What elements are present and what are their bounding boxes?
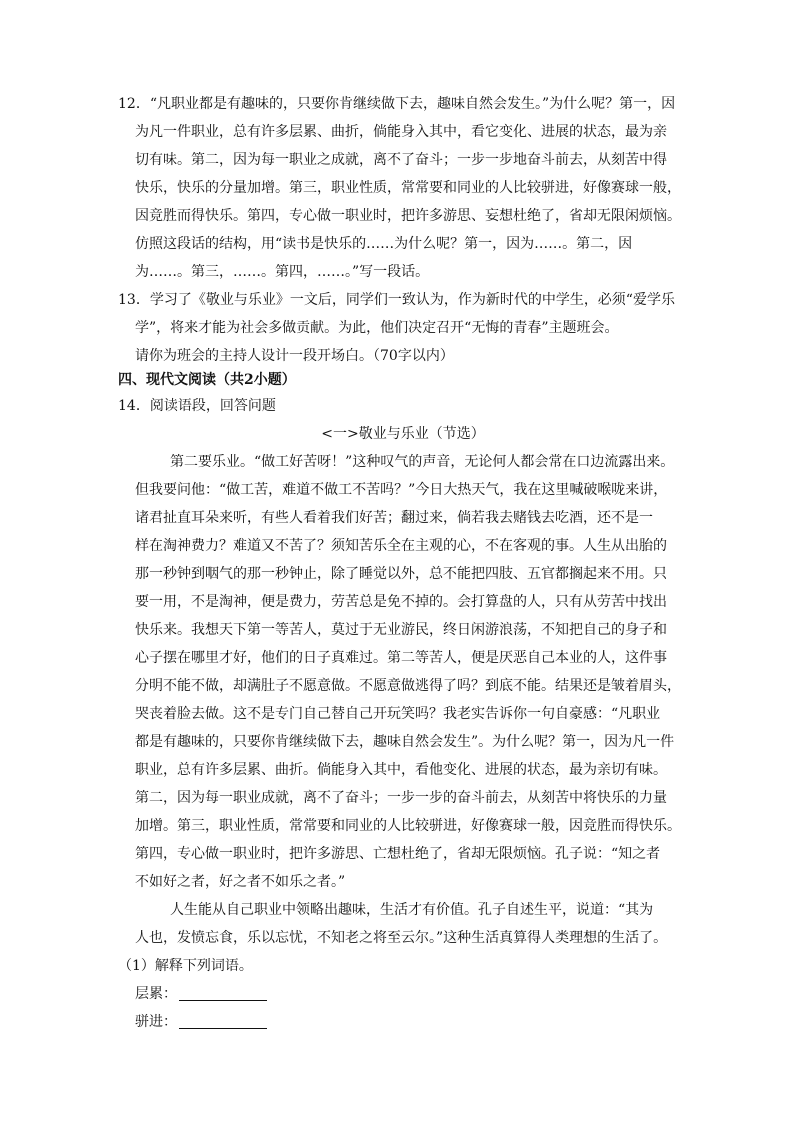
passage-line: 第四，专心做一职业时，把许多游思、亡想杜绝了，省却无限烦恼。孔子说：“知之者 xyxy=(135,846,661,862)
term-row xyxy=(118,980,688,1008)
passage-line: 但我要问他：“做工苦，难道不做工不苦吗？”今日大热天气，我在这里喊破喉咙来讲， xyxy=(135,482,668,498)
q12-line: 切有味。第二，因为每一职业之成就，离不了奋斗；一步一步地奋斗前去，从刻苦中得 xyxy=(135,152,667,168)
passage-line: 都是有趣味的，只要你肯继续做下去，趣味自然会发生”。为什么呢？第一，因为凡一件 xyxy=(135,734,675,750)
answer-blank[interactable] xyxy=(179,984,267,1001)
passage-line: 哭丧着脸去做。这不是专门自己替自己开玩笑吗？我老实告诉你一句自豪感：“凡职业 xyxy=(135,706,661,722)
question-13 xyxy=(118,286,688,370)
passage-line: 第二，因为每一职业成就，离不了奋斗；一步一步的奋斗前去，从刻苦中将快乐的力量 xyxy=(135,790,667,806)
q13-line: 请你为班会的主持人设计一段开场白。（70字以内） xyxy=(135,348,454,364)
q12-line: 因竞胜而得快乐。第四，专心做一职业时，把许多游思、妄想杜绝了，省却无限闲烦恼。 xyxy=(135,208,681,224)
passage-line: 不如好之者，好之者不如乐之者。” xyxy=(135,874,346,890)
passage-line: 职业，总有许多层累、曲折。倘能身入其中，看他变化、进展的状态，最为亲切有味。 xyxy=(135,762,667,778)
passage-paragraph-2 xyxy=(118,896,688,952)
q12-line: 12．“凡职业都是有趣味的，只要你肯继续做下去，趣味自然会发生。”为什么呢？第一，因 xyxy=(118,96,676,112)
passage-line: 样在淘神费力？难道又不苦了？须知苦乐全在主观的心，不在客观的事。人生从出胎的 xyxy=(135,538,667,554)
passage-line: 第二要乐业。“做工好苦呀！”这种叹气的声音，无论何人都会常在口边流露出来。 xyxy=(170,454,675,470)
q12-line: 为凡一件职业，总有许多层累、曲折，倘能身入其中，看它变化、进展的状态，最为亲 xyxy=(135,124,667,140)
passage-line: 那一秒钟到咽气的那一秒钟止，除了睡觉以外，总不能把四肢、五官都搁起来不用。只 xyxy=(135,566,667,582)
q12-line: 仿照这段话的结构，用“读书是快乐的……为什么呢？第一，因为……。第二，因 xyxy=(135,236,633,252)
passage-line: 要一用，不是淘神，便是费力，劳苦总是免不掉的。会打算盘的人，只有从劳苦中找出 xyxy=(135,594,667,610)
passage-paragraph-1 xyxy=(118,448,688,896)
q13-line: 学”，将来才能为社会多做贡献。为此，他们决定召开“无悔的青春”主题班会。 xyxy=(135,320,619,336)
term-row xyxy=(118,1008,688,1036)
passage-line: 人生能从自己职业中领略出趣味，生活才有价值。孔子自述生平，说道：“其为 xyxy=(170,902,654,918)
passage-line: 心子摆在哪里才好，他们的日子真难过。第二等苦人，便是厌恶自己本业的人，这件事 xyxy=(135,650,667,666)
term-label: 骈进： xyxy=(135,1014,177,1030)
answer-blank[interactable] xyxy=(179,1012,267,1029)
passage-line: 分明不能不做，却满肚子不愿意做。不愿意做逃得了吗？到底不能。结果还是皱着眉头， xyxy=(135,678,681,694)
question-12 xyxy=(118,90,688,286)
passage-line: 人也，发愤忘食，乐以忘忧，不知老之将至云尔。”这种生活真算得人类理想的生活了。 xyxy=(135,930,668,946)
passage-line: 加增。第三，职业性质，常常要和同业的人比较骈进，好像赛球一般，因竞胜而得快乐。 xyxy=(135,818,681,834)
sub-question-1: （1）解释下列词语。 xyxy=(118,958,253,974)
term-label: 层累： xyxy=(135,986,177,1002)
question-14 xyxy=(118,392,688,1036)
q13-line: 13．学习了《敬业与乐业》一文后，同学们一致认为，作为新时代的中学生，必须“爱学乐 xyxy=(118,292,675,308)
section-4 xyxy=(118,366,688,394)
section-heading: 四、现代文阅读（共2小题） xyxy=(118,372,296,388)
q12-line: 为……。第三，……。第四，……。”写一段话。 xyxy=(135,264,430,280)
passage-line: 诸君扯直耳朵来听，有些人看着我们好苦；翻过来，倘若我去赌钱去吃酒，还不是一 xyxy=(135,510,653,526)
q14-intro: 14．阅读语段，回答问题 xyxy=(118,398,276,414)
passage-title: <一>敬业与乐业（节选） xyxy=(321,426,485,442)
q12-line: 快乐，快乐的分量加增。第三，职业性质，常常要和同业的人比较骈进，好像赛球一般， xyxy=(135,180,681,196)
passage-line: 快乐来。我想天下第一等苦人，莫过于无业游民，终日闲游浪荡，不知把自己的身子和 xyxy=(135,622,667,638)
